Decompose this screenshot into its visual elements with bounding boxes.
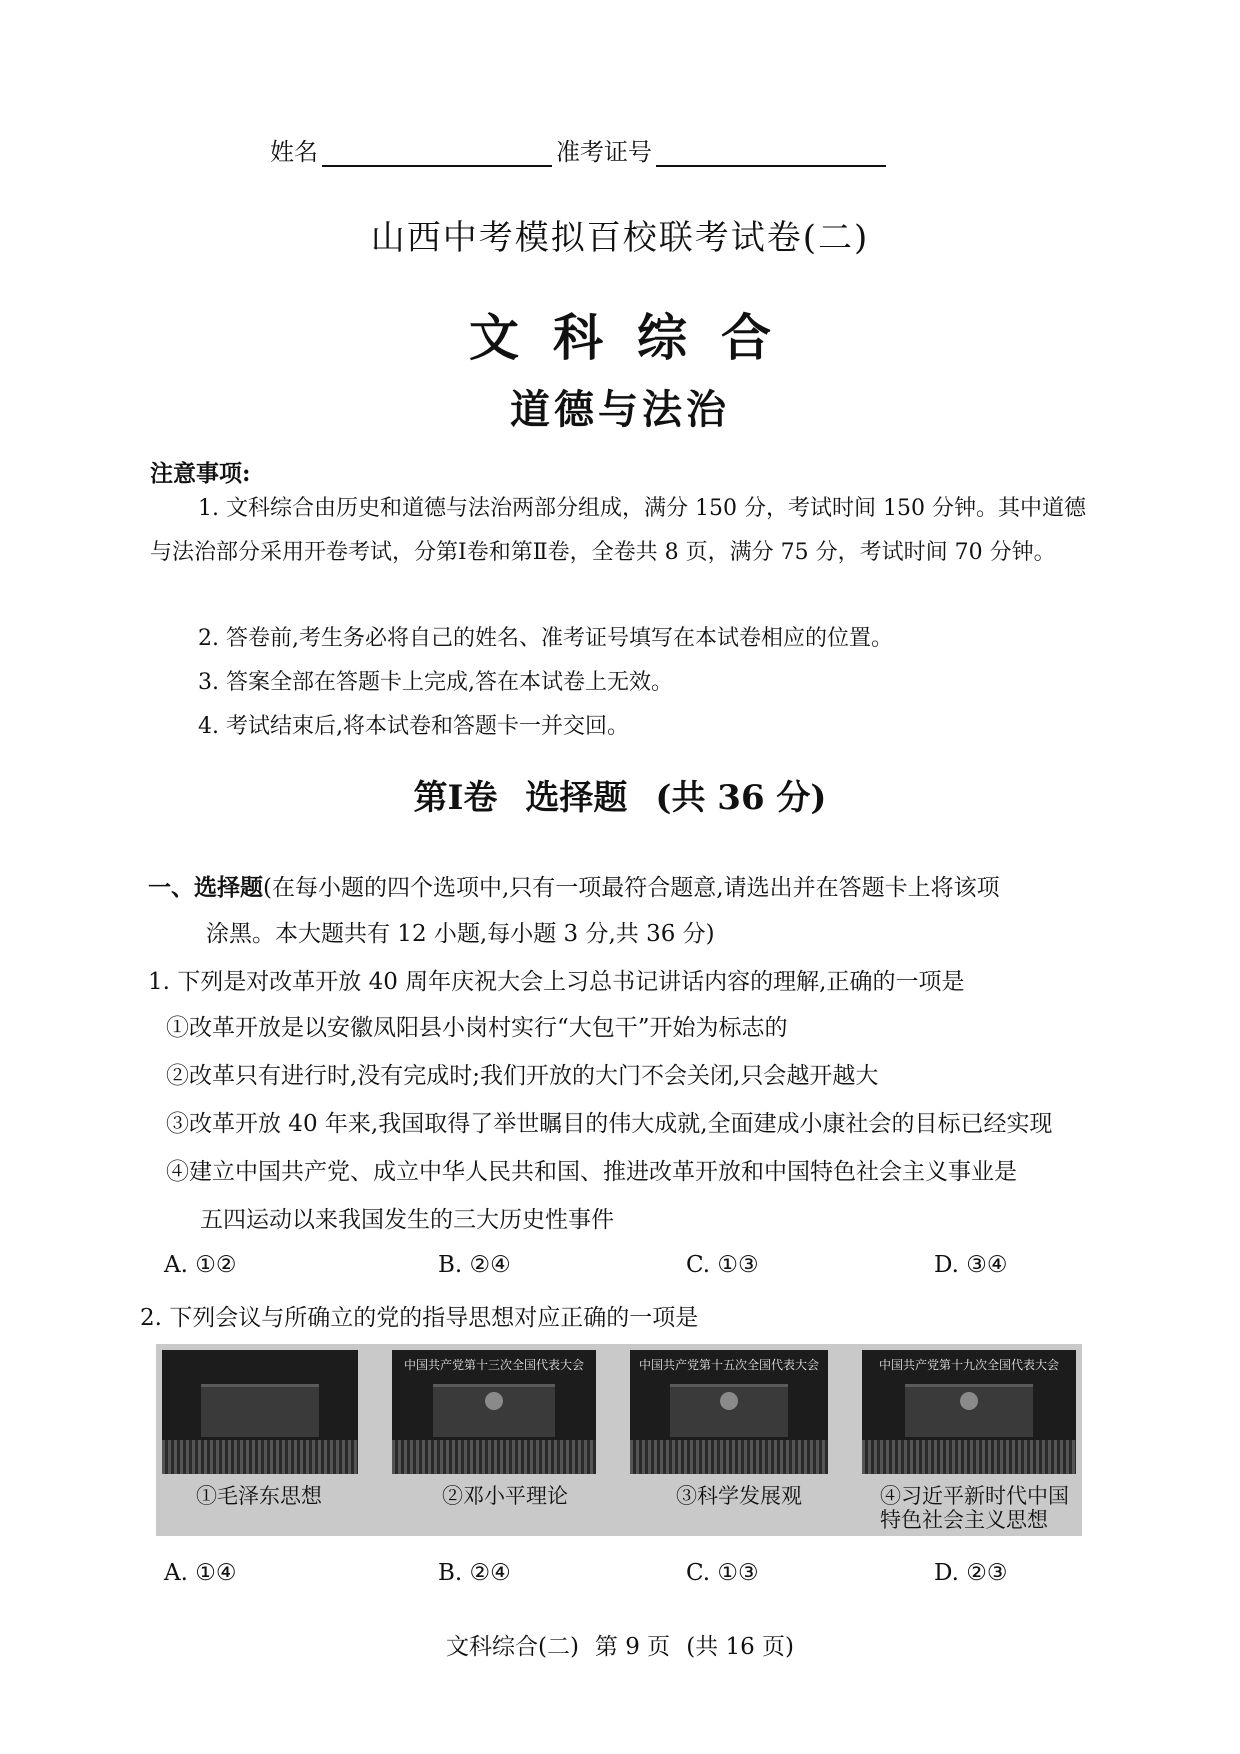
question-statement-cont: 五四运动以来我国发生的三大历史性事件 bbox=[200, 1207, 614, 1233]
subject-title: 文科综合 bbox=[469, 308, 805, 367]
candidate-info-line bbox=[270, 132, 890, 167]
part1-instruction-cont: 涂黑。本大题共有 12 小题,每小题 3 分,共 36 分) bbox=[206, 921, 715, 947]
notice-item: 2. 答卷前,考生务必将自己的姓名、准考证号填写在本试卷相应的位置。 bbox=[198, 626, 893, 651]
audience-shape bbox=[392, 1440, 596, 1474]
section-title bbox=[0, 770, 1240, 819]
photo-caption: ①毛泽东思想 bbox=[196, 1484, 322, 1508]
answer-option-a: A. ①② bbox=[164, 1252, 237, 1278]
photo-banner: 中国共产党第十九次全国代表大会 bbox=[878, 1358, 1059, 1372]
answer-option-d: D. ②③ bbox=[934, 1560, 1008, 1586]
name-label: 姓名 bbox=[270, 138, 318, 166]
answer-option-c: C. ①③ bbox=[686, 1560, 759, 1586]
exam-number-blank bbox=[656, 139, 886, 167]
photo-banner: 中国共产党第十五次全国代表大会 bbox=[638, 1358, 819, 1372]
answer-option-a: A. ①④ bbox=[164, 1560, 237, 1586]
question-stem: 2. 下列会议与所确立的党的指导思想对应正确的一项是 bbox=[140, 1305, 699, 1331]
photo-caption: ④习近平新时代中国特色社会主义思想 bbox=[880, 1484, 1069, 1532]
notice-item: 1. 文科综合由历史和道德与法治两部分组成，满分 150 分，考试时间 150 分钟。其中道德与法治部分采用开卷考试，分第Ⅰ卷和第Ⅱ卷，全卷共 8 页，满分 75 分，考试时间 70 分钟。 bbox=[150, 496, 1086, 565]
section-score: (共 36 分) bbox=[655, 778, 827, 818]
photo-caption: ②邓小平理论 bbox=[442, 1484, 568, 1508]
section-part: 第Ⅰ卷 bbox=[413, 778, 498, 818]
answer-option-d: D. ③④ bbox=[934, 1252, 1008, 1278]
footer-subject: 文科综合(二) bbox=[445, 1634, 579, 1660]
party-emblem-icon bbox=[960, 1392, 978, 1410]
answer-option-b: B. ②④ bbox=[438, 1560, 511, 1586]
notice-item: 4. 考试结束后,将本试卷和答题卡一并交回。 bbox=[198, 714, 629, 739]
exam-title: 山西中考模拟百校联考试卷(二) bbox=[370, 218, 870, 258]
section-name: 选择题 bbox=[525, 778, 628, 818]
party-emblem-icon bbox=[485, 1392, 503, 1410]
answer-option-c: C. ①③ bbox=[686, 1252, 759, 1278]
congress-photo bbox=[392, 1350, 596, 1474]
photo-banner: 中国共产党第十三次全国代表大会 bbox=[403, 1358, 584, 1372]
congress-photo-strip bbox=[156, 1344, 1082, 1536]
audience-shape bbox=[162, 1440, 358, 1474]
question-statement: ①改革开放是以安徽凤阳县小岗村实行“大包干”开始为标志的 bbox=[166, 1015, 788, 1041]
stage-shape bbox=[201, 1384, 319, 1437]
congress-photo bbox=[630, 1350, 828, 1474]
question-statement: ④建立中国共产党、成立中华人民共和国、推进改革开放和中国特色社会主义事业是 bbox=[166, 1159, 1017, 1185]
notice-heading: 注意事项: bbox=[150, 460, 251, 487]
audience-shape bbox=[862, 1440, 1076, 1474]
part1-label: 一、选择题 bbox=[148, 874, 263, 901]
answer-option-b: B. ②④ bbox=[438, 1252, 511, 1278]
question-stem: 1. 下列是对改革开放 40 周年庆祝大会上习总书记讲话内容的理解,正确的一项是 bbox=[148, 969, 965, 995]
part1-heading bbox=[148, 868, 1000, 908]
photo-caption: ③科学发展观 bbox=[676, 1484, 802, 1508]
congress-photo bbox=[162, 1350, 358, 1474]
question-statement: ③改革开放 40 年来,我国取得了举世瞩目的伟大成就,全面建成小康社会的目标已经实现 bbox=[166, 1111, 1053, 1137]
sub-subject-title: 道德与法治 bbox=[510, 386, 730, 433]
part1-instruction: (在每小题的四个选项中,只有一项最符合题意,请选出并在答题卡上将该项 bbox=[263, 875, 1000, 901]
question-statement: ②改革只有进行时,没有完成时;我们开放的大门不会关闭,只会越开越大 bbox=[166, 1063, 879, 1089]
notice-item: 3. 答案全部在答题卡上完成,答在本试卷上无效。 bbox=[198, 670, 673, 695]
exam-number-label: 准考证号 bbox=[556, 138, 652, 166]
footer-total-pages: (共 16 页) bbox=[686, 1634, 795, 1660]
audience-shape bbox=[630, 1440, 828, 1474]
page-footer bbox=[0, 1628, 1240, 1661]
congress-photo bbox=[862, 1350, 1076, 1474]
name-blank bbox=[322, 139, 552, 167]
party-emblem-icon bbox=[720, 1392, 738, 1410]
footer-page-number: 第 9 页 bbox=[594, 1634, 671, 1660]
